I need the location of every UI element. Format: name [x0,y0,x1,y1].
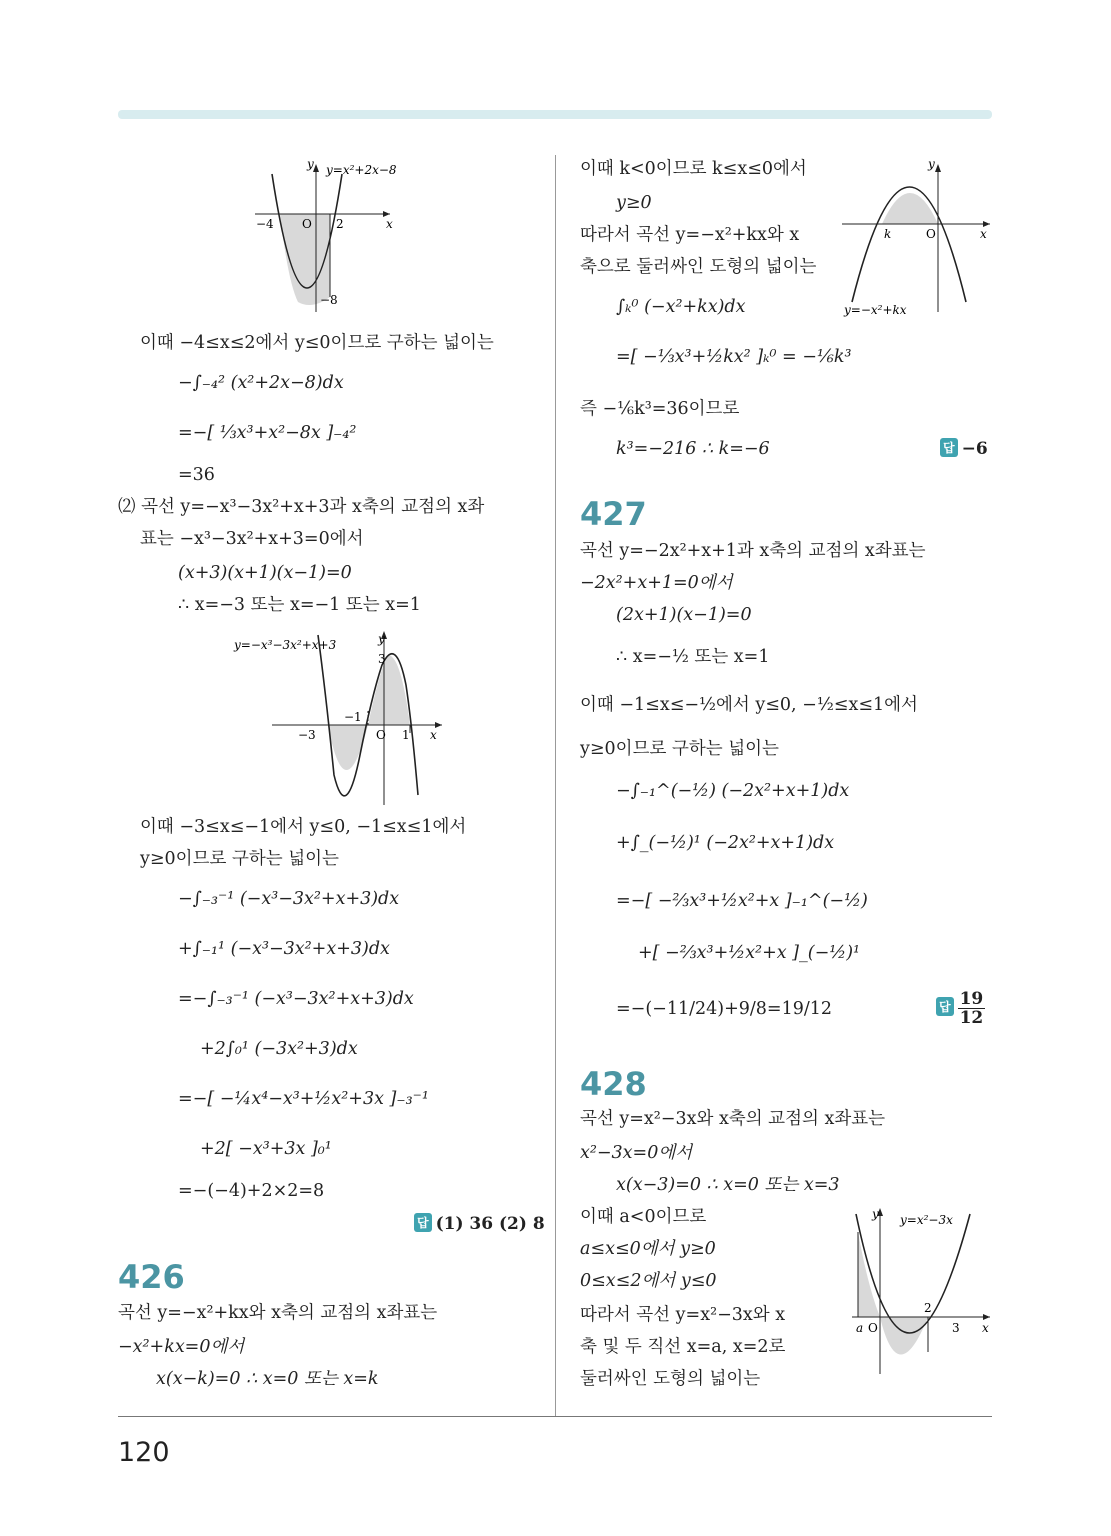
tick-origin: O [926,227,936,241]
answer-badge: 답 [936,997,954,1016]
equation: +[ −⅔x³+½x²+x ]_(−½)¹ [638,943,861,963]
equation: k³=−216 ∴ k=−6 [616,439,770,459]
text-line: y≥0이므로 구하는 넓이는 [580,739,779,759]
x-axis-label: x [980,227,987,241]
footer-rule [118,1416,992,1417]
graph-cubic [230,625,460,810]
equation: −x²+kx=0에서 [118,1337,245,1357]
equation: ∴ x=−½ 또는 x=1 [616,647,770,667]
problem-number-428: 428 [580,1065,647,1103]
tick-origin: O [868,1321,878,1335]
text-line: 이때 a<0이므로 [580,1207,707,1227]
equation: =−∫₋₃⁻¹ (−x³−3x²+x+3)dx [178,989,414,1009]
tick-minus1: −1 [344,710,362,724]
problem-number-427: 427 [580,495,647,533]
answer-426: 답 −6 [940,438,988,459]
y-axis-label: y [872,1207,879,1221]
graph-parabola-1 [250,152,430,322]
tick-3: 3 [952,1321,960,1335]
equation: +∫₋₁¹ (−x³−3x²+x+3)dx [178,939,390,959]
equation: y≥0 [616,193,652,213]
graph-label: y=−x³−3x²+x+3 [234,638,337,652]
tick-origin: O [376,728,386,742]
text-line: 이때 −4≤x≤2에서 y≤0이므로 구하는 넓이는 [140,333,494,353]
graph-parabola-428 [848,1202,998,1382]
equation: =−(−4)+2×2=8 [178,1181,325,1201]
equation: 0≤x≤2에서 y≤0 [580,1271,717,1291]
x-axis-label: x [430,728,437,742]
tick-2: 2 [336,217,344,231]
equation: =36 [178,465,215,485]
answer-badge: 답 [940,438,958,457]
equation: x(x−3)=0 ∴ x=0 또는 x=3 [616,1175,840,1195]
equation: −∫₋₃⁻¹ (−x³−3x²+x+3)dx [178,889,400,909]
equation: a≤x≤0에서 y≥0 [580,1239,716,1259]
tick-2: 2 [924,1301,932,1315]
shaded-region-426 [882,193,938,224]
equation: x(x−k)=0 ∴ x=0 또는 x=k [156,1369,379,1389]
equation: −2x²+x+1=0에서 [580,573,733,593]
text-line: 이때 −3≤x≤−1에서 y≤0, −1≤x≤1에서 [140,817,467,837]
text-line: 곡선 y=x²−3x와 x축의 교점의 x좌표는 [580,1109,886,1129]
equation: ∴ x=−3 또는 x=−1 또는 x=1 [178,595,421,615]
shaded-region-428a [858,1232,880,1317]
text-line: 곡선 y=−2x²+x+1과 x축의 교점의 x좌표는 [580,541,926,561]
text-line: 곡선 y=−x²+kx와 x축의 교점의 x좌표는 [118,1303,438,1323]
y-axis-label: y [307,157,314,171]
graph-label: y=x²+2x−8 [326,163,397,177]
graph-parabola-426 [838,152,998,322]
answer-badge: 답 [414,1213,432,1232]
equation: =−[ −⅔x³+½x²+x ]₋₁^(−½) [616,891,868,911]
graph-label: y=−x²+kx [844,303,907,317]
y-axis-label: y [378,632,385,646]
y-axis-label: y [928,157,935,171]
equation: +∫_(−½)¹ (−2x²+x+1)dx [616,833,835,853]
tick-1: 1 [402,728,410,742]
tick-minus3: −3 [298,728,316,742]
text-line: 축 및 두 직선 x=a, x=2로 [580,1337,786,1357]
tick-minus4: −4 [256,217,274,231]
text-line: 즉 −⅙k³=36이므로 [580,399,740,419]
equation: =[ −⅓x³+½kx² ]ₖ⁰ = −⅙k³ [616,347,852,367]
equation: (x+3)(x+1)(x−1)=0 [178,563,352,583]
tick-k: k [884,227,892,241]
text-line: 축으로 둘러싸인 도형의 넓이는 [580,257,817,277]
text-line: 이때 −1≤x≤−½에서 y≤0, −½≤x≤1에서 [580,695,918,715]
tick-minus8: −8 [320,293,338,307]
answer-1: 답 (1) 36 (2) 8 [414,1213,545,1234]
equation: +2[ −x³+3x ]₀¹ [200,1139,332,1159]
equation: x²−3x=0에서 [580,1143,693,1163]
equation: ∫ₖ⁰ (−x²+kx)dx [616,297,746,317]
tick-3: 3 [378,652,386,666]
text-line: 따라서 곡선 y=−x²+kx와 x [580,225,800,245]
column-divider [555,155,556,1417]
problem-number-426: 426 [118,1258,185,1296]
x-axis-label: x [982,1321,989,1335]
tick-a: a [856,1321,864,1335]
equation: =−(−11/24)+9/8=19/12 [616,999,832,1019]
x-axis-label: x [386,217,393,231]
equation: =−[ ⅓x³+x²−8x ]₋₄² [178,423,357,443]
top-header-bar [118,110,992,119]
text-line: y≥0이므로 구하는 넓이는 [140,849,339,869]
equation: +2∫₀¹ (−3x²+3)dx [200,1039,358,1059]
text-line: 이때 k<0이므로 k≤x≤0에서 [580,159,807,179]
text-line: 따라서 곡선 y=x²−3x와 x [580,1305,786,1325]
text-line: ⑵ 곡선 y=−x³−3x²+x+3과 x축의 교점의 x좌 [118,497,485,517]
text-line: 표는 −x³−3x²+x+3=0에서 [140,529,364,549]
answer-427: 답 $\frac{19}{12}$ [936,990,985,1027]
equation: =−[ −¼x⁴−x³+½x²+3x ]₋₃⁻¹ [178,1089,429,1109]
equation: −∫₋₄² (x²+2x−8)dx [178,373,344,393]
equation: −∫₋₁^(−½) (−2x²+x+1)dx [616,781,850,801]
tick-origin: O [302,217,312,231]
page-number: 120 [118,1437,170,1468]
shaded-region-428b [880,1317,928,1355]
graph-label: y=x²−3x [900,1213,953,1227]
equation: (2x+1)(x−1)=0 [616,605,752,625]
text-line: 둘러싸인 도형의 넓이는 [580,1369,761,1389]
